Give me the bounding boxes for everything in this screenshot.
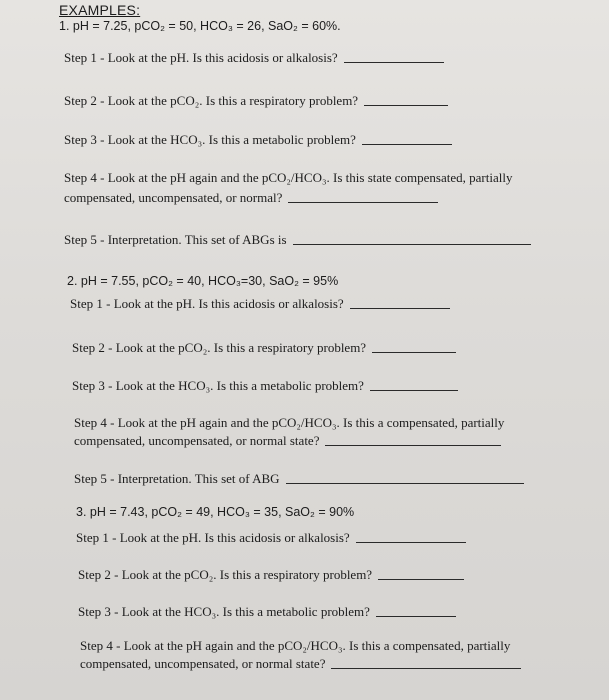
example-2-step-1: Step 1 - Look at the pH. Is this acidosis or alkalosis? (70, 296, 450, 312)
answer-blank (293, 243, 531, 245)
answer-blank (356, 541, 466, 543)
answer-blank (372, 351, 456, 353)
example-3-step-1: Step 1 - Look at the pH. Is this acidosis or alkalosis? (76, 530, 466, 546)
answer-blank (370, 389, 458, 391)
example-3-step-4: Step 4 - Look at the pH again and the pCO₂/HCO₃. Is this a compensated, partially (80, 638, 511, 653)
example-1-step-5: Step 5 - Interpretation. This set of ABGs is (64, 232, 531, 248)
example-1-step-3: Step 3 - Look at the HCO₃. Is this a metabolic problem? (64, 132, 452, 148)
examples-heading: EXAMPLES: (59, 2, 141, 18)
example-3-step-4-cont: compensated, uncompensated, or normal state? (80, 656, 521, 672)
answer-blank (376, 615, 456, 617)
example-2-step-2: Step 2 - Look at the pCO₂. Is this a respiratory problem? (72, 340, 456, 356)
answer-blank (288, 201, 438, 203)
example-3-step-2: Step 2 - Look at the pCO₂. Is this a respiratory problem? (78, 567, 464, 583)
example-2-values: 2. pH = 7.55, pCO₂ = 40, HCO₃=30, SaO₂ = 95% (67, 274, 339, 288)
answer-blank (344, 61, 444, 63)
answer-blank (350, 307, 450, 309)
example-1-step-4: Step 4 - Look at the pH again and the pCO₂/HCO₃. Is this state compensated, partially (64, 170, 513, 185)
answer-blank (325, 444, 501, 446)
example-2-step-5: Step 5 - Interpretation. This set of ABG (74, 471, 524, 487)
answer-blank (378, 578, 464, 580)
example-2-step-3: Step 3 - Look at the HCO₃. Is this a metabolic problem? (72, 378, 458, 394)
answer-blank (362, 143, 452, 145)
example-1-step-4-cont: compensated, uncompensated, or normal? (64, 190, 438, 206)
example-1-step-2: Step 2 - Look at the pCO₂. Is this a respiratory problem? (64, 93, 448, 109)
example-3-step-3: Step 3 - Look at the HCO₃. Is this a metabolic problem? (78, 604, 456, 620)
example-2-step-4: Step 4 - Look at the pH again and the pCO₂/HCO₃. Is this a compensated, partially (74, 415, 505, 430)
answer-blank (364, 104, 448, 106)
example-1-values: 1. pH = 7.25, pCO₂ = 50, HCO₃ = 26, SaO₂ = 60%. (59, 19, 341, 33)
answer-blank (331, 667, 521, 669)
example-3-values: 3. pH = 7.43, pCO₂ = 49, HCO₃ = 35, SaO₂ = 90% (76, 505, 355, 519)
example-1-step-1: Step 1 - Look at the pH. Is this acidosis or alkalosis? (64, 50, 444, 66)
answer-blank (286, 482, 524, 484)
example-2-step-4-cont: compensated, uncompensated, or normal state? (74, 433, 501, 449)
